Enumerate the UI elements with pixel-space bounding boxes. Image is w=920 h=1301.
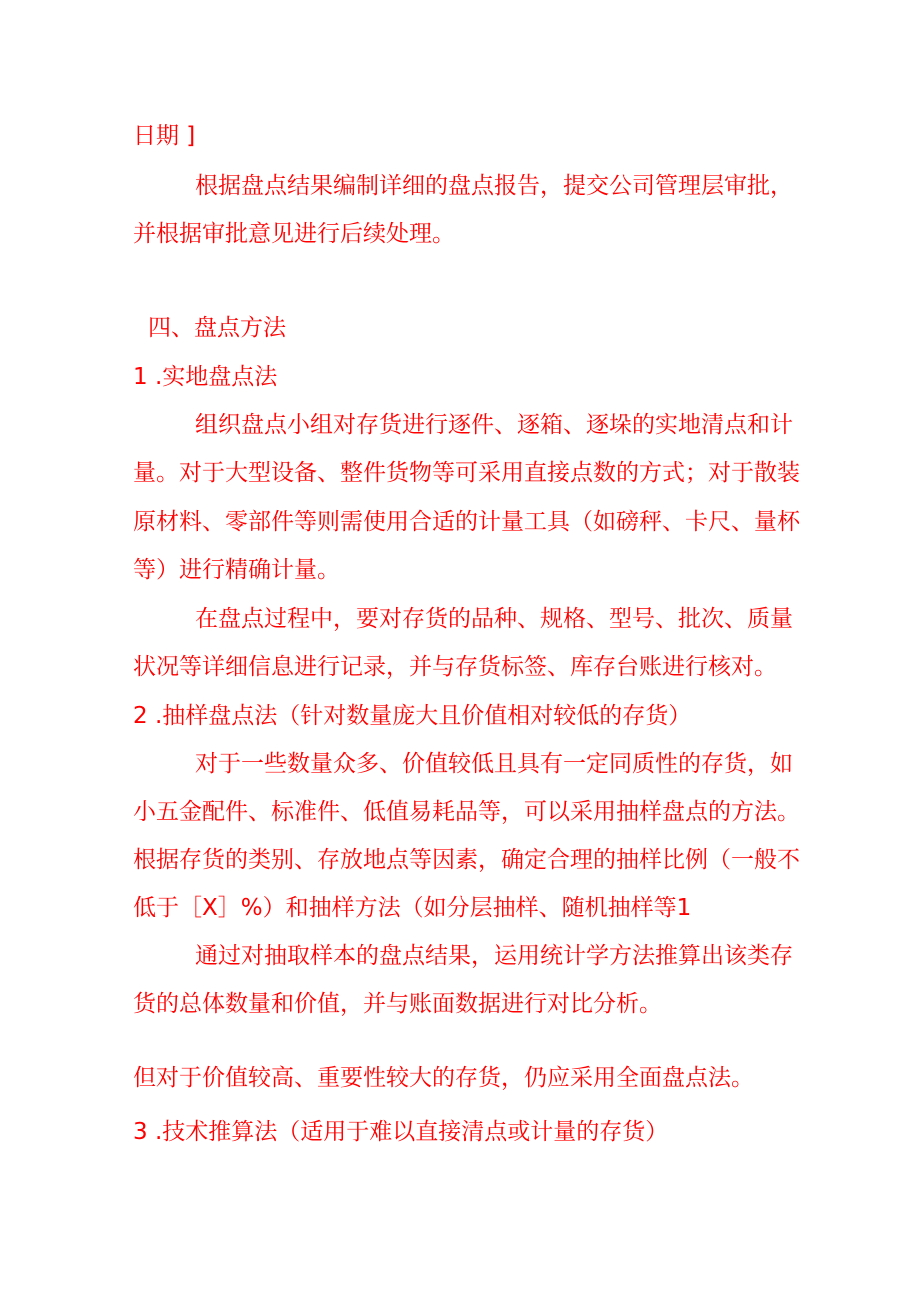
paragraph-sampling-line-3: 根据存货的类别、存放地点等因素，确定合理的抽样比例（一般不	[133, 847, 800, 873]
text-line-date-end: 日期 ]	[133, 123, 196, 149]
subheading-sampling-count: 2 .抽样盘点法（针对数量庞大且价值相对较低的存货）	[133, 703, 692, 729]
paragraph-estimate-line-1: 通过对抽取样本的盘点结果，运用统计学方法推算出该类存	[195, 943, 793, 969]
paragraph-sampling-line-1: 对于一些数量众多、价值较低且具有一定同质性的存货，如	[195, 751, 793, 777]
paragraph-physical-line-2: 量。对于大型设备、整件货物等可采用直接点数的方式；对于散装	[133, 460, 800, 486]
subheading-physical-count: 1 .实地盘点法	[133, 364, 278, 390]
paragraph-report-line-1: 根据盘点结果编制详细的盘点报告，提交公司管理层审批，	[195, 173, 793, 199]
paragraph-estimate-line-2: 货的总体数量和价值，并与账面数据进行对比分析。	[133, 991, 662, 1017]
paragraph-record-line-2: 状况等详细信息进行记录，并与存货标签、库存台账进行核对。	[133, 654, 777, 680]
subheading-technical-estimation: 3 .技术推算法（适用于难以直接清点或计量的存货）	[133, 1119, 669, 1145]
paragraph-sampling-line-2: 小五金配件、标准件、低值易耗品等，可以采用抽样盘点的方法。	[133, 799, 800, 825]
paragraph-physical-line-4: 等）进行精确计量。	[133, 557, 340, 583]
section-heading-methods: 四、盘点方法	[148, 315, 286, 341]
paragraph-physical-line-3: 原材料、零部件等则需使用合适的计量工具（如磅秤、卡尺、量杯	[133, 509, 800, 535]
paragraph-sampling-line-4: 低于［X］%）和抽样方法（如分层抽样、随机抽样等1	[133, 895, 692, 921]
paragraph-physical-line-1: 组织盘点小组对存货进行逐件、逐箱、逐垛的实地清点和计	[195, 412, 793, 438]
paragraph-report-line-2: 并根据审批意见进行后续处理。	[133, 221, 455, 247]
paragraph-high-value-note: 但对于价值较高、重要性较大的存货，仍应采用全面盘点法。	[133, 1065, 754, 1091]
paragraph-record-line-1: 在盘点过程中，要对存货的品种、规格、型号、批次、质量	[195, 606, 793, 632]
